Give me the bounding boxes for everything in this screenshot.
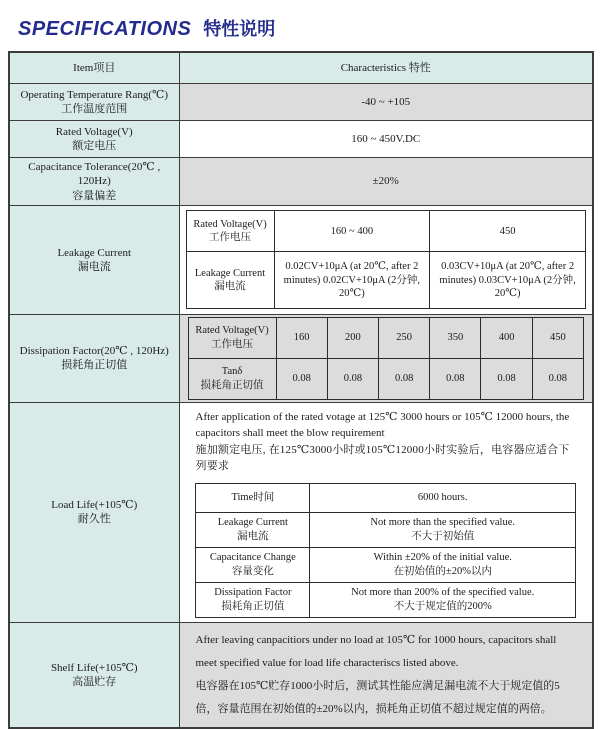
dissipation-tan-5: 0.08	[532, 358, 583, 399]
leakage-inner-current-label-zh: 漏电流	[214, 281, 246, 293]
load-life-intro-zh: 施加额定电压, 在125℃3000小时或105℃12000小时实验后，电容器应适合下列要求	[195, 443, 570, 473]
dissipation-voltage-1: 200	[327, 317, 378, 358]
row-capacitance-tolerance	[9, 158, 593, 206]
dissipation-factor-label	[9, 314, 179, 402]
leakage-current-label-zh: 漏电流	[77, 260, 111, 273]
operating-temperature-label	[9, 84, 179, 121]
dissipation-tan-0: 0.08	[276, 358, 327, 399]
page-title	[18, 6, 600, 43]
dissipation-factor-value-cell	[179, 314, 593, 402]
load-life-time-row	[196, 483, 576, 512]
row-load-life	[9, 402, 593, 622]
dissipation-voltage-0: 160	[276, 317, 327, 358]
load-life-capchange-value-en: Within ±20% of the initial value.	[373, 552, 512, 564]
dissipation-voltage-label-zh: 工作电压	[211, 338, 254, 350]
load-life-label-en: Load Life(+105℃)	[51, 499, 138, 512]
dissipation-voltage-4: 400	[481, 317, 532, 358]
dissipation-factor-label-zh: 损耗角正切值	[61, 359, 128, 372]
load-life-leakage-label-en: Leakage Current	[217, 517, 288, 529]
leakage-current-label-en: Leakage Current	[57, 246, 132, 259]
row-rated-voltage	[9, 121, 593, 158]
dissipation-factor-label-en: Dissipation Factor(20℃ , 120Hz)	[19, 345, 169, 358]
datasheet-page	[0, 6, 600, 716]
operating-temperature-label-zh: 工作温度范围	[61, 103, 128, 115]
leakage-inner-current-label-en: Leakage Current	[194, 267, 266, 279]
leakage-formula-low: 0.02CV+10μA (at 20℃, after 2 minutes) 0.02CV+10μA (2分钟, 20℃)	[274, 252, 430, 309]
leakage-inner-voltage-label	[186, 211, 274, 252]
dissipation-voltage-label	[188, 317, 276, 358]
capacitance-tolerance-label-en: Capacitance Tolerance(20℃ , 120Hz)	[28, 161, 161, 188]
row-dissipation-factor	[9, 314, 593, 402]
table-header-row	[9, 52, 593, 84]
dissipation-tan-2: 0.08	[379, 358, 430, 399]
leakage-inner-current-label	[186, 252, 274, 309]
capacitance-tolerance-label-zh: 容量偏差	[72, 189, 117, 202]
load-life-leakage-value	[310, 512, 576, 547]
row-leakage-current	[9, 205, 593, 314]
load-life-dissipation-label-en: Dissipation Factor	[214, 587, 292, 599]
load-life-intro-en: After application of the rated votage at 125℃ 3000 hours or 105℃ 12000 hours, the capacitors shall meet the blow requirement	[195, 410, 570, 440]
dissipation-voltage-2: 250	[379, 317, 430, 358]
dissipation-tan-label	[188, 358, 276, 399]
shelf-life-label-zh: 高温贮存	[72, 676, 117, 689]
header-item-cell: Item项目	[9, 52, 179, 84]
row-operating-temperature	[9, 84, 593, 121]
dissipation-voltage-label-en: Rated Voltage(V)	[195, 325, 269, 337]
load-life-dissipation-value-zh: 不大于规定值的200%	[393, 600, 492, 612]
load-life-inner-table	[195, 483, 576, 618]
leakage-range-low: 160 ~ 400	[274, 211, 430, 252]
load-life-label	[9, 402, 179, 622]
leakage-formula-high: 0.03CV+10μA (at 20℃, after 2 minutes) 0.03CV+10μA (2分钟, 20℃)	[430, 252, 586, 309]
shelf-life-text	[184, 625, 589, 725]
header-characteristics-cell: Characteristics 特性	[179, 52, 593, 84]
page-title-en: SPECIFICATIONS	[18, 18, 192, 40]
leakage-current-label	[9, 205, 179, 314]
leakage-current-inner-table	[186, 210, 586, 309]
operating-temperature-label-en: Operating Temperature Rang(℃)	[20, 88, 169, 101]
capacitance-tolerance-label	[9, 158, 179, 206]
dissipation-inner-table	[188, 317, 584, 400]
leakage-inner-voltage-label-zh: 工作电压	[209, 232, 252, 244]
shelf-life-text-en: After leaving canpacitiors under no load at 105℃ for 1000 hours, capacitors shall meet specified value for load life characteriscs listed above.	[195, 633, 557, 669]
row-shelf-life	[9, 622, 593, 728]
capacitance-tolerance-value: ±20%	[179, 158, 593, 206]
load-life-leakage-value-en: Not more than the specified value.	[370, 517, 516, 529]
load-life-capchange-row	[196, 547, 576, 582]
leakage-current-value-cell	[179, 205, 593, 314]
load-life-dissipation-label-zh: 损耗角正切值	[221, 600, 285, 612]
rated-voltage-label-en: Rated Voltage(V)	[55, 125, 133, 138]
load-life-capchange-value	[310, 547, 576, 582]
load-life-dissipation-row	[196, 582, 576, 617]
load-life-content	[184, 405, 589, 620]
specifications-table	[8, 51, 594, 729]
dissipation-tan-4: 0.08	[481, 358, 532, 399]
leakage-inner-voltage-label-en: Rated Voltage(V)	[193, 218, 267, 230]
dissipation-tan-row	[188, 358, 583, 399]
leakage-inner-value-row	[186, 252, 585, 309]
rated-voltage-value: 160 ~ 450V.DC	[179, 121, 593, 158]
dissipation-voltage-3: 350	[430, 317, 481, 358]
operating-temperature-value: -40 ~ +105	[179, 84, 593, 121]
rated-voltage-label-zh: 额定电压	[72, 140, 117, 152]
shelf-life-label-en: Shelf Life(+105℃)	[50, 661, 138, 674]
load-life-dissipation-value	[310, 582, 576, 617]
load-life-leakage-row	[196, 512, 576, 547]
shelf-life-value-cell	[179, 622, 593, 728]
load-life-leakage-value-zh: 不大于初始值	[411, 530, 475, 542]
leakage-range-high: 450	[430, 211, 586, 252]
shelf-life-text-zh: 电容器在105℃贮存1000小时后，测试其性能应满足漏电流不大于规定值的5倍，容量范围在初始值的±20%以内，损耗角正切值不超过规定值的两倍。	[195, 680, 560, 716]
load-life-capchange-label-zh: 容量变化	[231, 565, 274, 577]
rated-voltage-label	[9, 121, 179, 158]
dissipation-tan-label-zh: 损耗角正切值	[200, 379, 264, 391]
dissipation-tan-label-en: Tanδ	[221, 366, 243, 378]
load-life-leakage-label-zh: 漏电流	[237, 530, 269, 542]
leakage-inner-header-row	[186, 211, 585, 252]
load-life-label-zh: 耐久性	[77, 513, 111, 526]
page-title-zh: 特性说明	[203, 19, 276, 39]
load-life-time-label: Time时间	[196, 483, 310, 512]
dissipation-voltage-5: 450	[532, 317, 583, 358]
load-life-dissipation-label	[196, 582, 310, 617]
load-life-intro	[190, 407, 583, 475]
dissipation-voltage-row	[188, 317, 583, 358]
load-life-dissipation-value-en: Not more than 200% of the specified value.	[351, 587, 535, 599]
load-life-capchange-value-zh: 在初始值的±20%以内	[393, 565, 492, 577]
dissipation-tan-3: 0.08	[430, 358, 481, 399]
load-life-capchange-label-en: Capacitance Change	[209, 552, 296, 564]
load-life-value-cell	[179, 402, 593, 622]
load-life-time-value: 6000 hours.	[310, 483, 576, 512]
load-life-leakage-label	[196, 512, 310, 547]
load-life-capchange-label	[196, 547, 310, 582]
dissipation-tan-1: 0.08	[327, 358, 378, 399]
shelf-life-label	[9, 622, 179, 728]
